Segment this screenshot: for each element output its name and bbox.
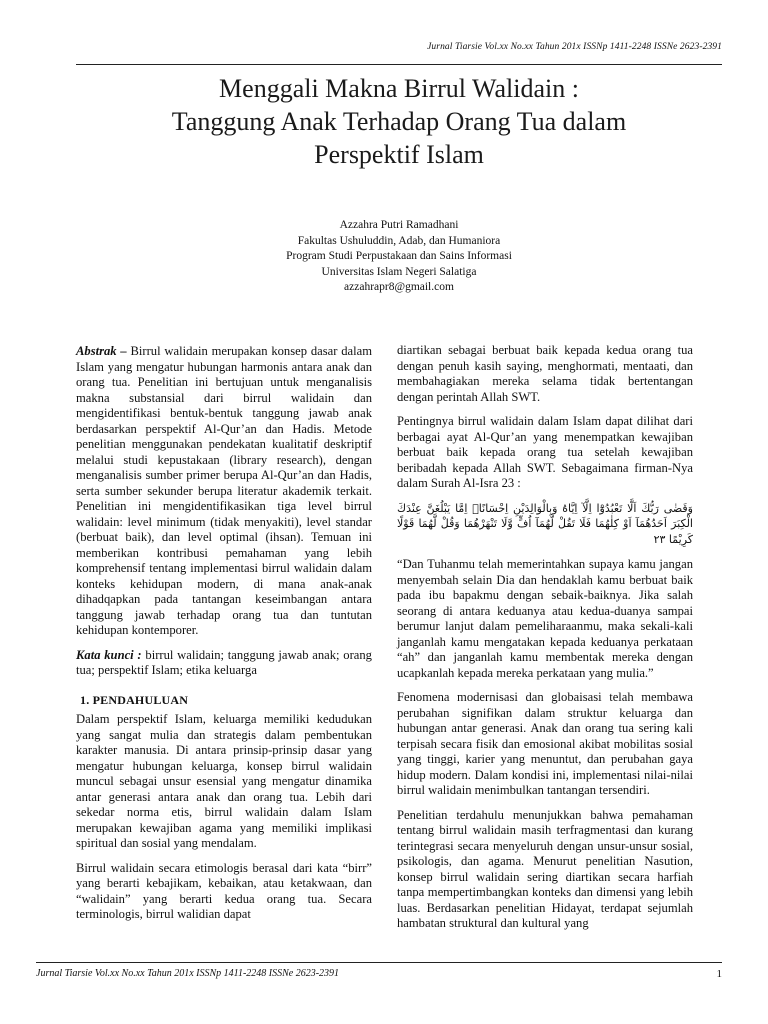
body-paragraph-4: Penelitian terdahulu menunjukkan bahwa pemahaman tentang birrul walidain masih terfragmentasi dan kurang terintegrasi secara menyeluruh dengan unsur-unsur sosial, psikologis, dan agama. Menurut penelitian Nasution, konsep birrul walidain sering diartikan secara harfiah tanpa mempertimbangkan konteks dan dimensi yang lebih luas. Berdasarkan penelitian Hidayat, terdapat sejumlah hambatan struktural dan kultural yang	[397, 807, 693, 930]
body-paragraph-2: Pentingnya birrul walidain dalam Islam dapat dilihat dari berbagai ayat Al-Qur’an yang menempatkan kewajiban berbuat baik kepada orang tua setelah kewajiban beribadah kepada Allah SWT. Sebagaimana firman-Nya dalam Surah Al-Isra 23 :	[397, 414, 693, 490]
intro-paragraph-2: Birrul walidain secara etimologis berasal dari kata “birr” yang berarti kebajikam, kebaikan, atau ketakwaan, dan “walidain” yang berarti kedua orang tua. Secara terminologis, birrul walidian dapat	[76, 860, 372, 921]
left-column	[76, 344, 372, 932]
abstract	[76, 344, 372, 639]
abstract-label: Abstrak –	[76, 344, 127, 358]
running-footer: Jurnal Tiarsie Vol.xx No.xx Tahun 201x ISSNp 1411-2248 ISSNe 2623-2391	[36, 968, 340, 979]
intro-paragraph-1: Dalam perspektif Islam, keluarga memiliki kedudukan yang sangat mulia dan strategis dalam pembentukan karakter manusia. Di antara prinsip-prinsip dasar yang mengatur hubungan keluarga, konsep birrul walidain muncul sebagai unsur esensial yang mengatur dinamika antar generasi antara anak dan orang tua. Lebih dari sekedar norma etis, birrul walidain dalam Islam merupakan kewajiban agama yang memiliki implikasi spiritual dan sosial yang mendalam.	[76, 712, 372, 850]
author-block	[76, 218, 722, 296]
paper-title	[76, 72, 722, 171]
author-name: Azzahra Putri Ramadhani	[339, 219, 459, 231]
author-faculty: Fakultas Ushuluddin, Adab, dan Humaniora	[297, 234, 501, 247]
abstract-text: Birrul walidain merupakan konsep dasar dalam Islam yang mengatur hubungan harmonis antara anak dan orang tua. Penelitian ini bertujuan untuk menganalisis makna substansial dari birrul walidain dan mengidentifikasi bentuk-bentuk tanggung jawab anak berdasarkan perspektif Al-Qur’an dan Hadis. Metode penelitian menggunakan pendekatan kualitatif deskriptif melalui studi kepustakaan (library research), dengan menganalisis sumber primer berupa Al-Qur’an dan Hadis, serta sumber sekunder berupa literatur akademik terkait. Penelitian ini mengidentifikasikan tiga level birrul walidain: level minimum (tidak menyakiti), level standar (berbuat baik), dan level optimal (ihsan). Temuan ini memberikan kontribusi pemahaman yang lebih komprehensif tentang implementasi birrul walidain dalam konteks kehidupan modern, di mana anak-anak dihadqapkan pada tantangan keseimbangan antara tanggung jawab terhadap orang tua dan tuntutan kehidupan kontemporer.	[76, 344, 372, 637]
keywords-label: Kata kunci :	[76, 647, 142, 662]
footer-rule	[36, 962, 722, 963]
body-paragraph-3: Fenomena modernisasi dan globaisasi telah membawa perubahan signifikan dalam struktur keluarga dan hubungan antar generasi. Anak dan orang tua sering kali terpisah secara fisik dan emosional akibat mobilitas sosial yang tinggi, karier yang menuntut, dan perubahan gaya hidup modern. Dalam kondisi ini, implementasi nilai-nilai birrul walidain menimbulkan tantangan tersendiri.	[397, 690, 693, 797]
verse-translation: “Dan Tuhanmu telah memerintahkan supaya kamu jangan menyembah selain Dia dan hendaklah kamu berbuat baik pada ibu bapakmu dengan sebaik-baiknya. Jika salah seorang di antara keduanya atau kedua-duanya sampai berumur lanjut dalam pemeliharaanmu, maka sekali-kali janganlah kamu mengatakan kepada keduanya perkataan “ah” dan janganlah kamu membentak mereka dengan ucapkanlah kepada mereka perkataan yang mulia.”	[397, 557, 693, 680]
running-header: Jurnal Tiarsie Vol.xx No.xx Tahun 201x ISSNp 1411-2248 ISSNe 2623-2391	[427, 42, 722, 52]
author-email: azzahrapr8@gmail.com	[344, 281, 454, 293]
header-rule	[76, 64, 722, 65]
title-line-3: Perspektif Islam	[314, 140, 484, 169]
right-column	[397, 343, 693, 941]
keywords	[76, 648, 372, 679]
title-line-1: Menggali Makna Birrul Walidain :	[219, 74, 579, 103]
keywords-text: birrul walidain; tanggung jawab anak; orang tua; perspektif Islam; etika keluarga	[76, 647, 372, 677]
author-university: Universitas Islam Negeri Salatiga	[321, 265, 477, 278]
author-program: Program Studi Perpustakaan dan Sains Informasi	[286, 250, 512, 262]
section-heading: 1. PENDAHULUAN	[80, 692, 189, 707]
title-line-2: Tanggung Anak Terhadap Orang Tua dalam	[171, 107, 627, 136]
body-paragraph-1: diartikan sebagai berbuat baik kepada kedua orang tua dengan penuh kasih saying, menghormati, mentaati, dan membahagiakan mereka selama tidak bertentangan dengan perintah Allah SWT.	[397, 343, 693, 404]
quran-verse-arabic: وَقَضٰى رَبُّكَ اَلَّا تَعْبُدُوْٓا اِلَّآ اِيَّاهُ وَبِالْوَالِدَيْنِ اِحْسَانًاۗ اِمَّا يَبْلُغَنَّ عِنْدَكَ الْكِبَرَ اَحَدُهُمَآ اَوْ كِلٰهُمَا فَلَا تَقُلْ لَّهُمَآ اُفٍّ وَّلَا تَنْهَرْهُمَا وَقُلْ لَّهُمَا قَوْلًا كَرِيْمًا ٢٣	[397, 501, 693, 546]
page-number: 1	[716, 968, 722, 980]
